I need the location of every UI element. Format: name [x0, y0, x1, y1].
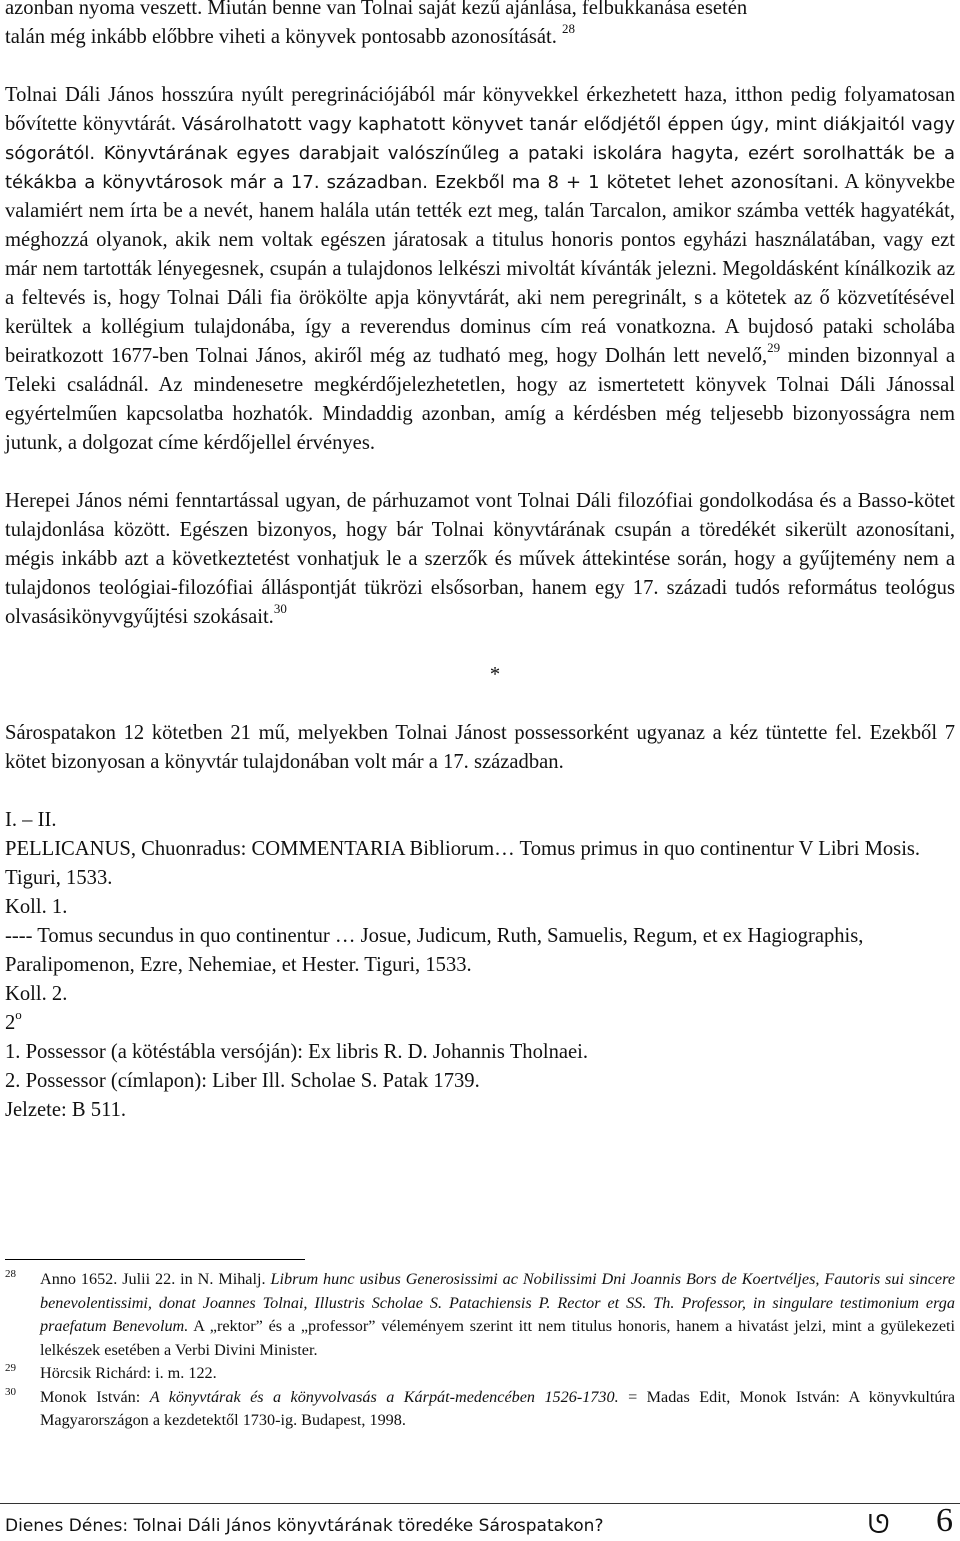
main-text: [5, 0, 955, 1125]
page-number: 6: [936, 1502, 953, 1539]
text-line: talán még inkább előbbre viheti a könyvek pontosabb azonosítását.: [5, 26, 557, 48]
footnote-number: 28: [5, 1268, 16, 1280]
bib-line: PELLICANUS, Chuonradus: COMMENTARIA Bibliorum… Tomus primus in quo continentur V Libri Mosis. Tiguri, 1533.: [5, 838, 921, 889]
text-span: Vásárolhatott vagy kaphatott könyvet tanár elődjétől éppen úgy, mint diákjaitól vagy sógorától. Könyvtárának egyes darabjait valószínűleg a pataki iskolára hagyta, ezért sorolhatták be a tékákba a könyvtárosok már a 17. században. Ezekből ma 8 + 1 kötetet lehet azonosítani.: [5, 114, 955, 193]
text-span: A könyvekbe valamiért nem írta be a nevét, hanem halála után tették ezt meg, talán Tarcalon, amikor számba vették hagyatékát, méghozzá olyanok, akik nem voltak egészen járatosak a titulus honoris pontos egyházi használatában, vagy ezt már nem tartották lényegesnek, csupán a tulajdonos lelkészi mivoltát kívánták jelezni. Megoldásként kínálkozik az a feltevés is, hogy Tolnai Dáli fia örökölte apja könyvtárát, aki nem peregrinált, s a kötetek az ő közvetítésével kerültek a kollégium tulajdonába, így a reverendus dominus cím reá vonatkozna. A bujdosó pataki scholába beiratkozott 1677-ben Tolnai János, akiről még az tudható meg, hogy Dolhán lett nevelő,: [5, 171, 955, 367]
bibliographic-entry: [5, 806, 955, 1125]
text-line: azonban nyoma veszett. Miután benne van Tolnai saját kezű ajánlása, felbukkanása esetén: [5, 0, 748, 19]
ornament-icon: ᘎ: [868, 1510, 890, 1539]
bib-line: ---- Tomus secundus in quo continentur … Josue, Judicum, Ruth, Samuelis, Regum, et ex Hagiographis, Paralipomenon, Ezre, Nehemiae, et Hester. Tiguri, 1533.: [5, 925, 864, 976]
paragraph-3: [5, 487, 955, 632]
footnote-text: Hörcsik Richárd: i. m. 122.: [40, 1364, 217, 1382]
footnote-text: = Madas Edit, Monok István: A könyvkultúra Magyarországon a kezdetektől 1730-ig. Budapest, 1998.: [40, 1387, 956, 1429]
bib-line: 1. Possessor (a kötéstábla versóján): Ex libris R. D. Johannis Tholnaei.: [5, 1041, 589, 1063]
bib-line: Koll. 2.: [5, 983, 68, 1005]
paragraph-1: [5, 0, 955, 52]
footnote-text: Monok István:: [40, 1387, 141, 1406]
bib-line: 2. Possessor (címlapon): Liber Ill. Scholae S. Patak 1739.: [5, 1070, 480, 1092]
bib-line: I. – II.: [5, 809, 57, 831]
footer-divider: [0, 1503, 960, 1504]
format-sup: o: [15, 1007, 22, 1023]
format-number: 2: [5, 1012, 16, 1034]
section-separator: *: [489, 664, 501, 686]
footnote-text: A „rektor” és a „professor” véleményem szerint itt nem titulus honoris, hanem a hivatást jelzi, mint a gyülekezeti lelkészek esetében a Verbi Divini Minister.: [40, 1317, 956, 1359]
footnote-divider: [5, 1259, 305, 1260]
footnote-ref: 29: [767, 340, 781, 356]
bib-line: Koll. 1.: [5, 896, 68, 918]
footnote-ref: 30: [273, 601, 287, 617]
footnote-29: [5, 1362, 955, 1386]
footnote-ref: 28: [562, 21, 576, 37]
text-span: Tolnai Dáli János hosszúra nyúlt peregrinációjából már könyvekkel érkezhetett haza, itthon pedig folyamatosan bővítette könyvtárát.: [5, 84, 955, 135]
running-footer-title: Dienes Dénes: Tolnai Dáli János könyvtárának töredéke Sárospatakon?: [5, 1516, 604, 1536]
text-span: Herepei János némi fenntartással ugyan, de párhuzamot vont Tolnai Dáli filozófiai gondolkodása és a Basso-kötet tulajdonlása között. Egészen bizonyos, hogy bár Tolnai könyvtárának csupán a töredékét sikerült azonosítani, mégis inkább azt a következtetést vonhatjuk le a szerzők és művek áttekintése során, hogy a gyűjtemény nem a tulajdonos teológiai-filozófiai álláspontját tükrözi elsősorban, hanem egy 17. századi tudós református teológus olvasásikönyvgyűjtési szokásait.: [5, 490, 955, 628]
paragraph-4: Sárospatakon 12 kötetben 21 mű, melyekben Tolnai Jánost possessorként ugyanaz a kéz tüntette fel. Ezekből 7 kötet bizonyosan a könyvtár tulajdonában volt már a 17. században.: [5, 722, 955, 773]
text-span: minden bizonnyal a Teleki családnál. Az mindenesetre megkérdőjelezhetetlen, hogy az ismertetett könyvek Tolnai Dáli Jánossal egyértelműen kapcsolatba hozhatók. Mindaddig azonban, amíg a kérdésben még teljesebb bizonyosságra nem jutunk, a dolgozat címe kérdőjellel érvényes.: [5, 345, 955, 454]
bib-line: Jelzete: B 511.: [5, 1099, 127, 1121]
footnote-number: 30: [5, 1385, 16, 1398]
footnote-28: [5, 1268, 955, 1362]
paragraph-2: [5, 81, 955, 458]
footnote-30: [5, 1386, 955, 1433]
footnote-text: Anno 1652. Julii 22. in N. Mihalj.: [40, 1270, 266, 1288]
bib-line: [5, 1009, 955, 1038]
footnote-number: 29: [5, 1362, 16, 1374]
footnotes: [5, 1268, 955, 1433]
footnote-italic-text: Librum hunc usibus Generosissimi ac Nobilissimi Dni Joannis Bors de Koertvéljes, Fautoris sui sincere benevolentissimi, donat Joannes Tolnai, Illustris Scholae S. Patachiensis P. Rector et SS. Th. Professor, in singulare testimonium erga praefatum Benevolum.: [40, 1270, 956, 1335]
footnote-italic-text: A könyvtárak és a könyvolvasás a Kárpát-medencében 1526-1730.: [149, 1387, 619, 1406]
